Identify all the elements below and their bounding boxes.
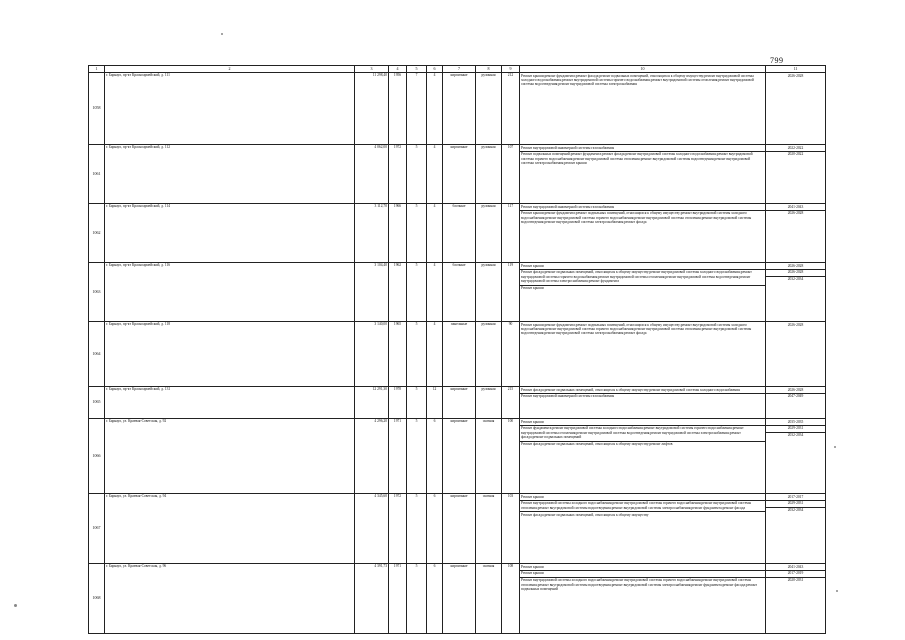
work-years: 2041-2043	[787, 564, 804, 569]
scan-speck	[834, 446, 836, 448]
scan-speck	[221, 33, 223, 35]
area-cell: 4 062,00	[355, 145, 389, 204]
roof-cell: рулонная	[476, 263, 502, 322]
area-cell: 3 140,00	[355, 322, 389, 387]
roof-cell: рулонная	[476, 322, 502, 387]
apartments-cell: 90	[502, 322, 520, 387]
work-years: 2032-2034	[766, 432, 825, 439]
years-cell	[766, 564, 826, 634]
work-years: 2020-2031	[766, 577, 825, 584]
floors-cell: 5	[407, 145, 427, 204]
table-row	[89, 419, 826, 494]
work-item: Ремонт крыши	[521, 419, 544, 424]
roof-cell: скатная	[476, 419, 502, 494]
scan-speck	[836, 590, 838, 592]
work-item: Ремонт фасада;ремонт подвальных помещений, относящихся к общему имуществу;ремонт лифтов	[520, 441, 765, 448]
walls-cell: кирпичные	[443, 494, 476, 564]
page-number: 799	[770, 56, 784, 65]
row-number: 1061	[89, 145, 105, 204]
area-cell: 12 291,30	[355, 387, 389, 419]
column-number-4: 4	[389, 66, 407, 73]
apartments-cell: 103	[502, 494, 520, 564]
work-years: 2022-2022	[787, 145, 804, 150]
work-item: Ремонт внутридомовой инженерной системы газоснабжения	[521, 204, 615, 209]
walls-cell: блочные	[443, 204, 476, 263]
area-cell: 3 112,70	[355, 204, 389, 263]
walls-cell: кирпичные	[443, 419, 476, 494]
works-cell	[520, 263, 766, 322]
work-years: 2026-2028	[787, 322, 804, 327]
area-cell: 4 391,73	[355, 564, 389, 634]
address-cell: г. Барнаул, пр-кт Красноармейский, д. 116	[105, 263, 355, 322]
apartments-cell: 107	[502, 145, 520, 204]
table-row	[89, 322, 826, 387]
work-years: 2026-2028	[787, 73, 804, 78]
work-years: 2032-2034	[766, 507, 825, 514]
floors-cell: 5	[407, 204, 427, 263]
work-years: 2029-2031	[766, 500, 825, 507]
works-cell	[520, 145, 766, 204]
address-cell: г. Барнаул, пр-кт Красноармейский, д. 114	[105, 204, 355, 263]
entrances-cell: 4	[427, 322, 443, 387]
work-years: 2026-2028	[766, 210, 825, 217]
row-number: 1066	[89, 419, 105, 494]
works-cell	[520, 494, 766, 564]
roof-cell: рулонная	[476, 73, 502, 145]
work-item: Ремонт внутридомовой инженерной системы газоснабжения	[521, 145, 615, 150]
year-cell: 1971	[389, 419, 407, 494]
column-number-10: 10	[520, 66, 766, 73]
years-cell	[766, 204, 826, 263]
column-number-9: 9	[502, 66, 520, 73]
work-item: Ремонт подвальных помещений;ремонт фундамента;ремонт фасада;ремонт внутридомовой системы холодного водоснабжения;ремонт внутридомовой системы горячего водоснабжения;ремонт внутридомовой системы отопления;ремонт внутридомовой системы водоотведения;ремонт внутридомовой системы электроснабжения;ремонт крыши	[520, 151, 765, 167]
floors-cell: 5	[407, 263, 427, 322]
floors-cell: 7	[407, 73, 427, 145]
entrances-cell: 4	[427, 263, 443, 322]
year-cell: 1978	[389, 387, 407, 419]
work-item: Ремонт фасада;ремонт подвальных помещений, относящихся к общему имуществу;ремонт внутридомовой системы холодного водоснабжения	[521, 387, 740, 392]
work-years: 2047-2049	[766, 393, 825, 400]
years-cell	[766, 145, 826, 204]
scan-speck	[14, 604, 17, 607]
entrances-cell: 12	[427, 387, 443, 419]
work-years: 2035-2035	[787, 419, 804, 424]
years-cell	[766, 73, 826, 145]
table-row	[89, 387, 826, 419]
floors-cell: 5	[407, 494, 427, 564]
year-cell: 1956	[389, 73, 407, 145]
roof-cell: рулонная	[476, 145, 502, 204]
years-cell	[766, 494, 826, 564]
walls-cell: кирпичные	[443, 145, 476, 204]
row-number: 1063	[89, 263, 105, 322]
years-cell	[766, 419, 826, 494]
address-cell: г. Барнаул, ул. Краевая-Советская, д. 94	[105, 494, 355, 564]
apartments-cell: 212	[502, 73, 520, 145]
work-years: 2020-2022	[766, 151, 825, 158]
area-cell: 3 104,40	[355, 263, 389, 322]
row-number: 1065	[89, 387, 105, 419]
work-item: Ремонт фасада;ремонт подвальных помещений, относящихся к общему имуществу;ремонт внутридомовой системы холодного водоснабжения;ремонт внутридомовой системы горячего водоснабжения;ремонт внутридомовой системы отопления;ремонт внутридомовой системы водоотведения;ремонт внутридомовой системы электроснабжения;ремонт фундамента	[520, 269, 765, 285]
table-body	[89, 66, 826, 634]
roof-cell: рулонная	[476, 387, 502, 419]
address-cell: г. Барнаул, ул. Краевая-Советская, д. 92	[105, 419, 355, 494]
works-cell	[520, 387, 766, 419]
floors-cell: 5	[407, 419, 427, 494]
column-number-5: 5	[407, 66, 427, 73]
roof-cell: рулонная	[476, 204, 502, 263]
entrances-cell: 4	[427, 73, 443, 145]
address-cell: г. Барнаул, пр-кт Красноармейский, д. 112	[105, 145, 355, 204]
column-number-row	[89, 66, 826, 73]
work-item: Ремонт внутридомовой инженерной системы газоснабжения	[520, 393, 765, 400]
row-number: 1068	[89, 564, 105, 634]
work-item: Ремонт крыши	[521, 263, 544, 268]
walls-cell: панельные	[443, 322, 476, 387]
work-years: 2029-2031	[766, 425, 825, 432]
entrances-cell: 6	[427, 494, 443, 564]
floors-cell: 5	[407, 387, 427, 419]
walls-cell: кирпичные	[443, 564, 476, 634]
roof-cell: скатная	[476, 494, 502, 564]
work-item: Ремонт внутридомовой системы холодного водоснабжения;ремонт внутридомовой системы горячего водоснабжения;ремонт внутридомовой системы отопления;ремонт внутридомовой системы водоотведения;ремонт внутридомовой системы электроснабжения;ремонт фундамента;ремонт фасада;ремонт подвальных помещений	[520, 577, 765, 593]
address-cell: г. Барнаул, пр-кт Красноармейский, д. 111	[105, 73, 355, 145]
address-cell: г. Барнаул, ул. Краевая-Советская, д. 96	[105, 564, 355, 634]
work-item: Ремонт крыши	[521, 494, 544, 499]
table-row	[89, 145, 826, 204]
work-item: Ремонт крыши;ремонт фундамента;ремонт фасада;ремонт подвальных помещений, относящихся к общему имуществу;ремонт внутридомовой системы холодного водоснабжения;ремонт внутридомовой системы горячего водоснабжения;ремонт внутридомовой системы отопления;ремонт внутридомовой системы водоотведения;ремонт внутридомовой системы электроснабжения	[521, 73, 754, 87]
apartments-cell: 117	[502, 204, 520, 263]
work-item: Ремонт крыши	[520, 570, 765, 577]
work-years: 2026-2028	[787, 387, 804, 392]
column-number-7: 7	[443, 66, 476, 73]
entrances-cell: 6	[427, 419, 443, 494]
year-cell: 1971	[389, 564, 407, 634]
column-number-8: 8	[476, 66, 502, 73]
years-cell	[766, 322, 826, 387]
table-row	[89, 494, 826, 564]
column-number-1: 1	[89, 66, 105, 73]
row-number: 1067	[89, 494, 105, 564]
table-row	[89, 564, 826, 634]
works-cell	[520, 564, 766, 634]
column-number-6: 6	[427, 66, 443, 73]
table-row	[89, 204, 826, 263]
address-cell: г. Барнаул, пр-кт Красноармейский, д. 118	[105, 322, 355, 387]
walls-cell: кирпичные	[443, 387, 476, 419]
column-number-11: 11	[766, 66, 826, 73]
work-item: Ремонт крыши	[520, 285, 765, 292]
work-years: 2032-2034	[766, 276, 825, 283]
works-cell	[520, 419, 766, 494]
floors-cell: 5	[407, 564, 427, 634]
row-number: 1058	[89, 73, 105, 145]
apartments-cell: 119	[502, 263, 520, 322]
column-number-3: 3	[355, 66, 389, 73]
work-years: 2026-2028	[787, 263, 804, 268]
apartments-cell: 108	[502, 564, 520, 634]
table-row	[89, 263, 826, 322]
work-item: Ремонт крыши;ремонт фундамента;ремонт подвальных помещений, относящихся к общему имуществу;ремонт внутридомовой системы холодного водоснабжения;ремонт внутридомовой системы горячего водоснабжения;ремонт внутридомовой системы отопления;ремонт внутридомовой системы водоотведения;ремонт внутридомовой системы электроснабжения;ремонт фасада	[520, 210, 765, 226]
work-item: Ремонт фундамента;ремонт внутридомовой системы холодного водоснабжения;ремонт внутридомовой системы горячего водоснабжения;ремонт внутридомовой системы отопления;ремонт внутридомовой системы водоотведения;ремонт внутридомовой системы электроснабжения;ремонт фасада;ремонт подвальных помещений	[520, 425, 765, 441]
year-cell: 1966	[389, 204, 407, 263]
walls-cell: блочные	[443, 263, 476, 322]
works-cell	[520, 204, 766, 263]
entrances-cell: 4	[427, 204, 443, 263]
table-row	[89, 73, 826, 145]
row-number: 1062	[89, 204, 105, 263]
work-years: 2026-2028	[766, 269, 825, 276]
row-number: 1064	[89, 322, 105, 387]
year-cell: 1965	[389, 322, 407, 387]
years-cell	[766, 387, 826, 419]
area-cell: 4 345,60	[355, 494, 389, 564]
year-cell: 1972	[389, 145, 407, 204]
work-item: Ремонт крыши;ремонт фундамента;ремонт подвальных помещений, относящихся к общему имуществу;ремонт внутридомовой системы холодного водоснабжения;ремонт внутридомовой системы горячего водоснабжения;ремонт внутридомовой системы отопления;ремонт внутридомовой системы водоотведения;ремонт внутридомовой системы электроснабжения;ремонт фасада	[521, 322, 752, 336]
walls-cell: кирпичные	[443, 73, 476, 145]
year-cell: 1962	[389, 263, 407, 322]
apartments-cell: 100	[502, 419, 520, 494]
apartments-cell: 215	[502, 387, 520, 419]
years-cell	[766, 263, 826, 322]
works-cell	[520, 322, 766, 387]
area-cell: 4 296,20	[355, 419, 389, 494]
works-cell	[520, 73, 766, 145]
area-cell: 11 298,40	[355, 73, 389, 145]
work-years: 2041-2043	[787, 204, 804, 209]
floors-cell: 5	[407, 322, 427, 387]
roof-cell: скатная	[476, 564, 502, 634]
entrances-cell: 6	[427, 564, 443, 634]
address-cell: г. Барнаул, пр-кт Красноармейский, д. 131	[105, 387, 355, 419]
work-item: Ремонт фасада;ремонт подвальных помещений, относящихся к общему имуществу	[520, 511, 765, 518]
work-years: 2017-2017	[787, 494, 804, 499]
entrances-cell: 4	[427, 145, 443, 204]
work-item: Ремонт крыши	[521, 564, 544, 569]
work-years: 2017-2019	[766, 570, 825, 577]
work-item: Ремонт внутридомовой системы холодного водоснабжения;ремонт внутридомовой системы горячего водоснабжения;ремонт внутридомовой системы отопления;ремонт внутридомовой системы водоотведения;ремонт внутридомовой системы электроснабжения;ремонт фундамента;ремонт фасада	[520, 500, 765, 511]
column-number-2: 2	[105, 66, 355, 73]
year-cell: 1972	[389, 494, 407, 564]
housing-register-table	[88, 65, 826, 634]
